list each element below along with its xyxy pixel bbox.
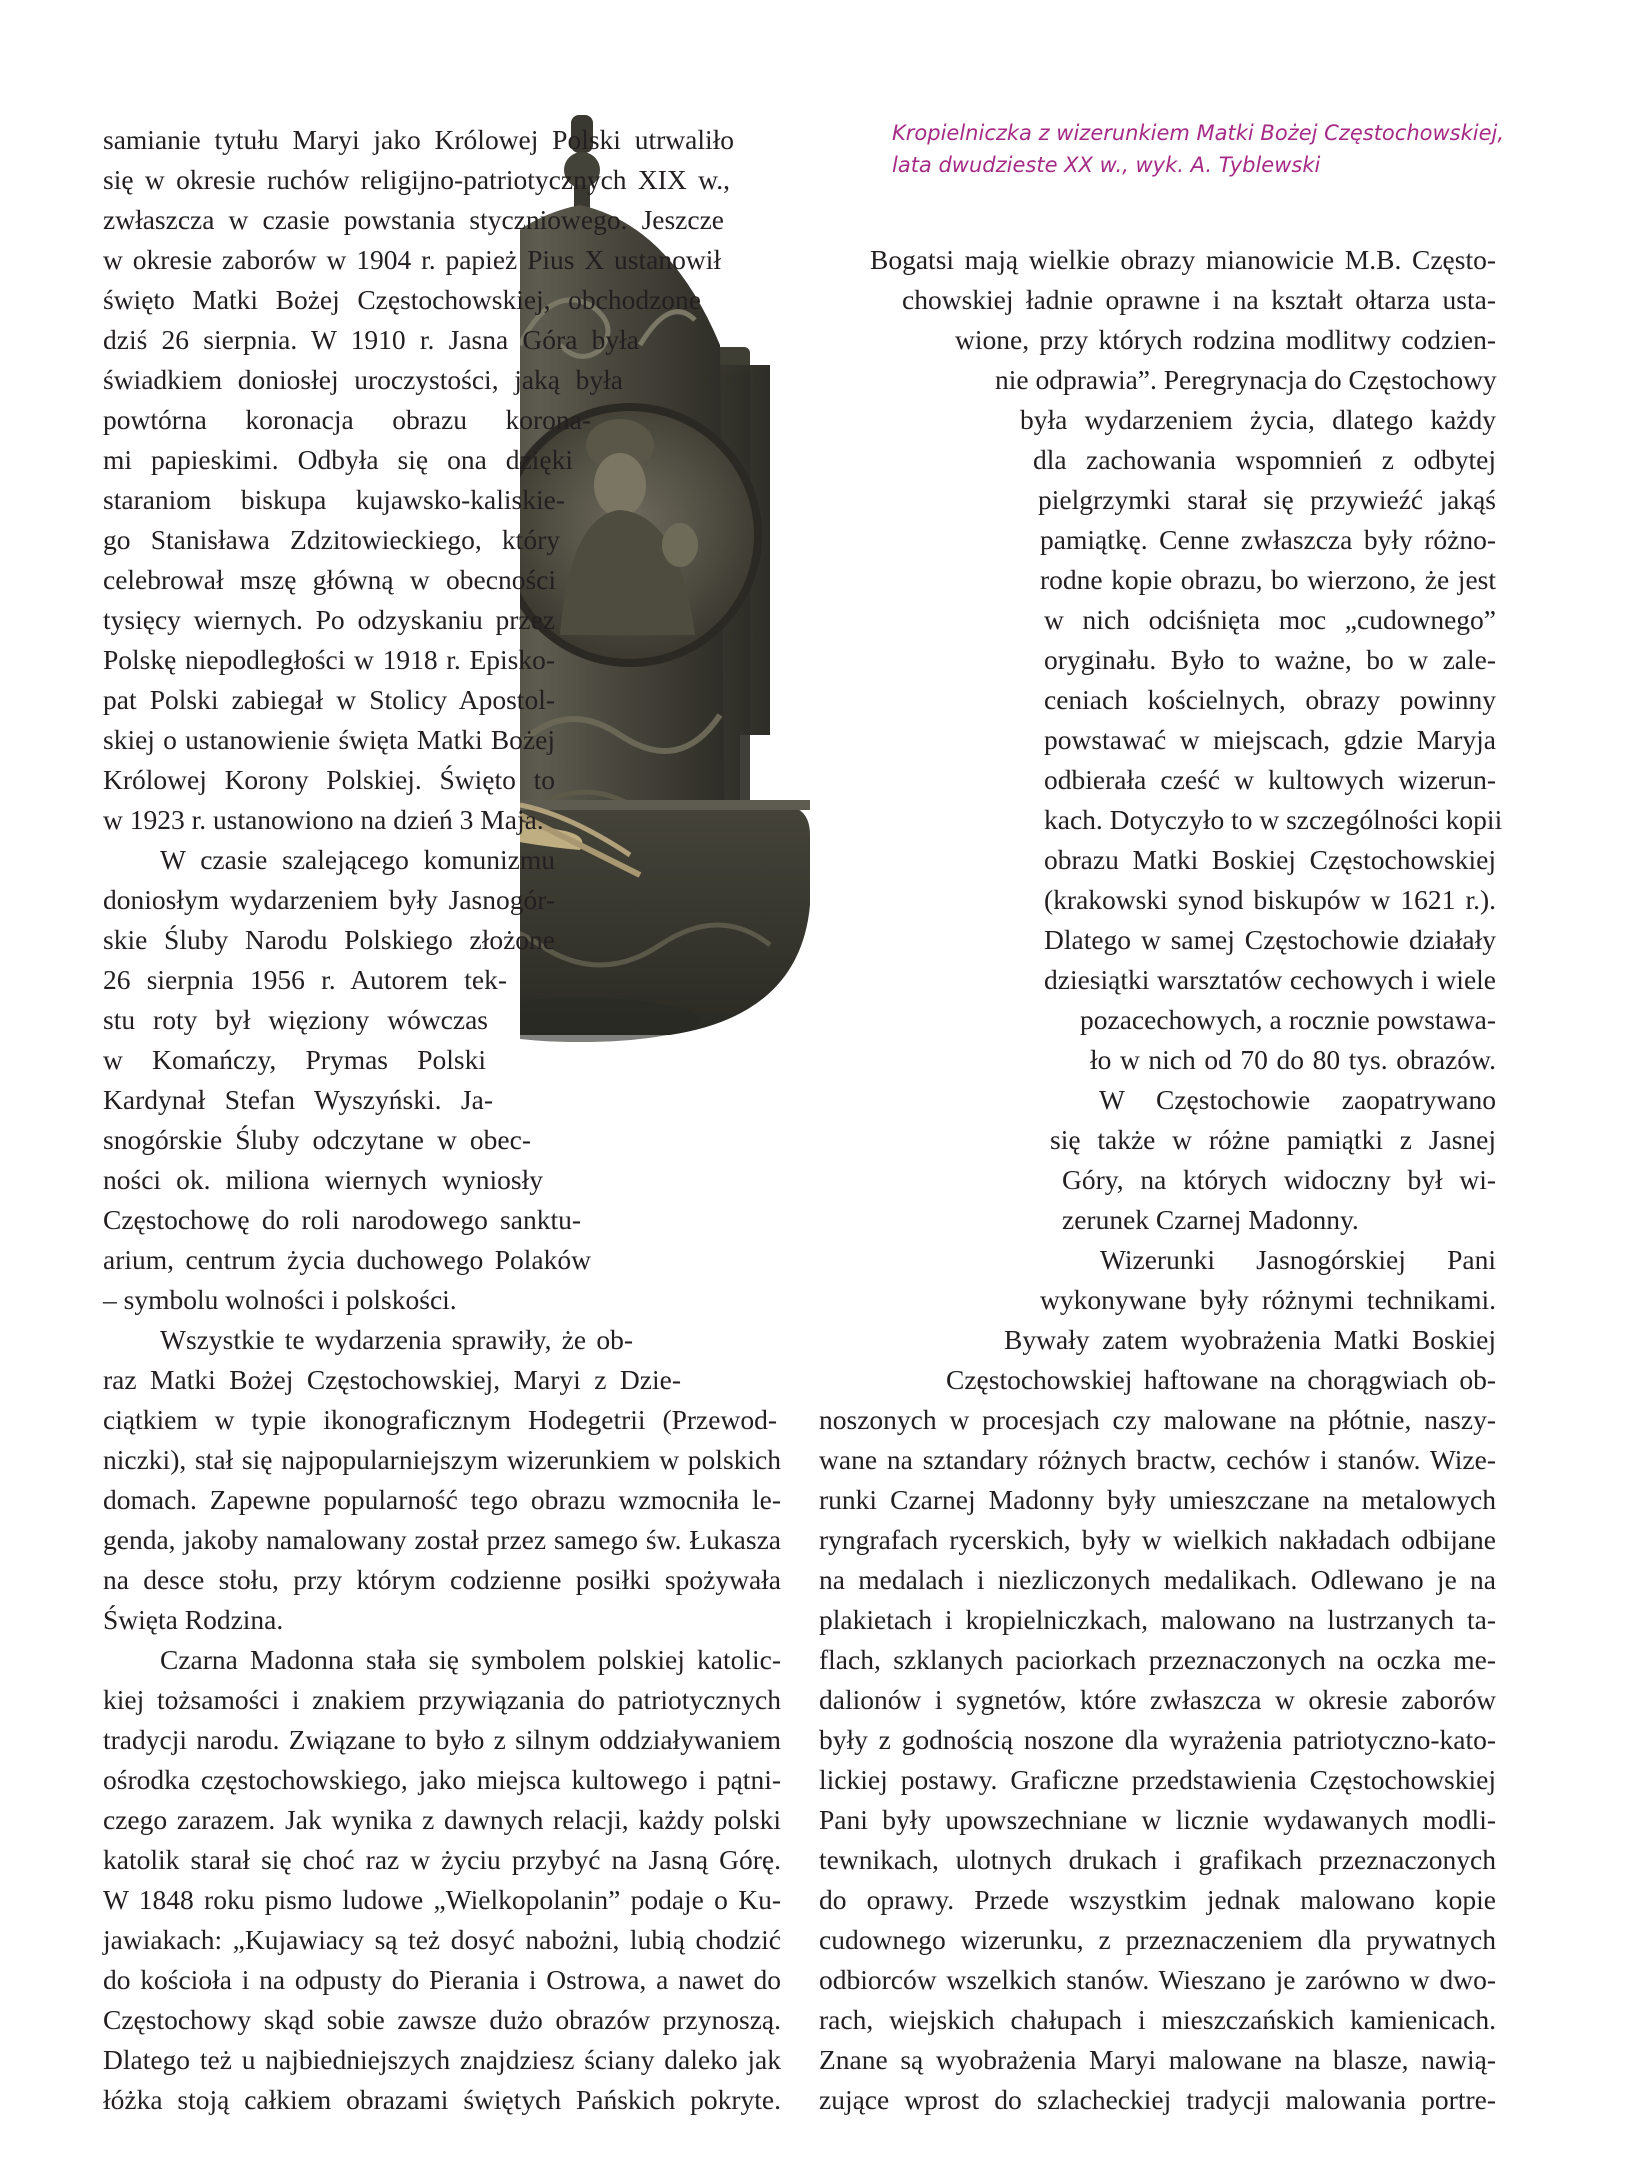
text-line: się w okresie ruchów religijno-patriotycznych XIX w., <box>103 164 730 195</box>
text-line: pielgrzymki starał się przywieźć jakąś <box>1038 484 1496 515</box>
text-line: flach, szklanych paciorkach przeznaczonych na oczka me- <box>819 1644 1496 1675</box>
text-line: ośrodka częstochowskiego, jako miejsca kultowego i pątni- <box>103 1764 781 1795</box>
text-line: Pani były upowszechniane w licznie wydawanych modli- <box>819 1804 1496 1835</box>
text-line: celebrował mszę główną w obecności <box>103 564 556 595</box>
text-line: zerunek Czarnej Madonny. <box>1062 1204 1359 1235</box>
text-line: Kardynał Stefan Wyszyński. Ja- <box>103 1084 493 1115</box>
text-line: plakietach i kropielniczkach, malowano na lustrzanych ta- <box>819 1604 1496 1635</box>
text-line: w nich odciśnięta moc „cudownego” <box>1044 604 1496 635</box>
text-line: ciątkiem w typie ikonograficznym Hodegetrii (Przewod- <box>103 1404 777 1435</box>
text-line: skiej o ustanowienie święta Matki Bożej <box>103 724 555 755</box>
text-line: niczki), stał się najpopularniejszym wizerunkiem w polskich <box>103 1444 781 1475</box>
text-line: pozacechowych, a rocznie powstawa- <box>1080 1004 1496 1035</box>
text-line: w okresie zaborów w 1904 r. papież Pius X ustanowił <box>103 244 721 275</box>
text-line: jawiakach: „Kujawiacy są też dosyć nabożni, lubią chodzić <box>103 1924 781 1955</box>
text-line: go Stanisława Zdzitowieckiego, który <box>103 524 560 555</box>
text-line: Częstochowskiej haftowane na chorągwiach ob- <box>946 1364 1496 1395</box>
text-line: Polskę niepodległości w 1918 r. Episko- <box>103 644 555 675</box>
text-line: były z godnością noszone dla wyrażenia patriotyczno-kato- <box>819 1724 1496 1755</box>
caption-line: lata dwudzieste XX w., wyk. A. Tyblewski <box>892 153 1321 177</box>
text-line: dalionów i sygnetów, które zwłaszcza w okresie zaborów <box>819 1684 1496 1715</box>
text-line: do oprawy. Przede wszystkim jednak malowano kopie <box>819 1884 1496 1915</box>
text-line: arium, centrum życia duchowego Polaków <box>103 1244 591 1275</box>
text-line: kach. Dotyczyło to w szczególności kopii <box>1044 804 1503 835</box>
text-line: w Komańczy, Prymas Polski <box>103 1044 486 1075</box>
text-line: dziesiątki warsztatów cechowych i wiele <box>1044 964 1496 995</box>
text-line: katolik starał się choć raz w życiu przybyć na Jasną Górę. <box>103 1844 781 1875</box>
text-line: Góry, na których widoczny był wi- <box>1062 1164 1496 1195</box>
text-line: powtórna koronacja obrazu korona- <box>103 404 591 435</box>
text-line: na medalach i niezliczonych medalikach. Odlewano je na <box>819 1564 1496 1595</box>
text-line: ności ok. miliona wiernych wyniosły <box>103 1164 543 1195</box>
caption-line: Kropielniczka z wizerunkiem Matki Bożej Częstochowskiej, <box>892 121 1505 145</box>
text-line: stu roty był więziony wówczas <box>103 1004 488 1035</box>
text-line: do kościoła i na odpusty do Pierania i Ostrowa, a nawet do <box>103 1964 781 1995</box>
text-line: Dlatego w samej Częstochowie działały <box>1044 924 1496 955</box>
text-line: kiej tożsamości i znakiem przywiązania do patriotycznych <box>103 1684 781 1715</box>
text-line: rodne kopie obrazu, bo wierzono, że jest <box>1040 564 1496 595</box>
text-line: Znane są wyobrażenia Maryi malowane na blasze, nawią- <box>819 2044 1496 2075</box>
text-line: raz Matki Bożej Częstochowskiej, Maryi z Dzie- <box>103 1364 681 1395</box>
text-line: doniosłym wydarzeniem były Jasnogór- <box>103 884 555 915</box>
text-line: świadkiem doniosłej uroczystości, jaką była <box>103 364 623 395</box>
text-line: lickiej postawy. Graficzne przedstawienia Częstochowskiej <box>819 1764 1496 1795</box>
text-line: tewnikach, ulotnych drukach i grafikach przeznaczonych <box>819 1844 1496 1875</box>
text-line: pamiątkę. Cenne zwłaszcza były różno- <box>1040 524 1496 555</box>
text-line: Królowej Korony Polskiej. Święto to <box>103 764 555 795</box>
text-line: domach. Zapewne popularność tego obrazu wzmocniła le- <box>103 1484 781 1515</box>
text-line: Czarna Madonna stała się symbolem polskiej katolic- <box>160 1644 781 1675</box>
text-line: W Częstochowie zaopatrywano <box>1099 1084 1496 1115</box>
text-line: wykonywane były różnymi technikami. <box>1040 1284 1496 1315</box>
text-line: dla zachowania wspomnień z odbytej <box>1033 444 1496 475</box>
text-line: nie odprawia”. Peregrynacja do Częstochowy <box>995 364 1497 395</box>
text-line: się także w różne pamiątki z Jasnej <box>1050 1124 1496 1155</box>
text-line: cudownego wizerunku, z przeznaczeniem dla prywatnych <box>819 1924 1496 1955</box>
text-line: święto Matki Bożej Częstochowskiej, obchodzone <box>103 284 701 315</box>
text-line: Wizerunki Jasnogórskiej Pani <box>1100 1244 1496 1275</box>
text-line: dziś 26 sierpnia. W 1910 r. Jasna Góra była <box>103 324 639 355</box>
text-line: W czasie szalejącego komunizmu <box>160 844 555 875</box>
text-line: ceniach kościelnych, obrazy powinny <box>1044 684 1496 715</box>
text-line: zujące wprost do szlacheckiej tradycji malowania portre- <box>819 2084 1496 2115</box>
text-line: snogórskie Śluby odczytane w obec- <box>103 1124 531 1155</box>
text-line: skie Śluby Narodu Polskiego złożone <box>103 924 555 955</box>
text-line: rach, wiejskich chałupach i mieszczańskich kamienicach. <box>819 2004 1496 2035</box>
text-line: łóżka stoją całkiem obrazami świętych Pańskich pokryte. <box>103 2084 781 2115</box>
text-line: Dlatego też u najbiedniejszych znajdziesz ściany daleko jak <box>103 2044 781 2075</box>
text-line: oryginału. Było to ważne, bo w zale- <box>1044 644 1496 675</box>
text-line: noszonych w procesjach czy malowane na płótnie, naszy- <box>819 1404 1496 1435</box>
text-line: pat Polski zabiegał w Stolicy Apostol- <box>103 684 555 715</box>
text-line: Bogatsi mają wielkie obrazy mianowicie M.B. Często- <box>870 244 1496 275</box>
text-line: chowskiej ładnie oprawne i na kształt ołtarza usta- <box>902 284 1496 315</box>
text-line: runki Czarnej Madonny były umieszczane na metalowych <box>819 1484 1496 1515</box>
text-line: wione, przy których rodzina modlitwy codzien- <box>955 324 1496 355</box>
text-line: Święta Rodzina. <box>103 1604 284 1635</box>
text-line: tradycji narodu. Związane to było z silnym oddziaływaniem <box>103 1724 781 1755</box>
text-line: ło w nich od 70 do 80 tys. obrazów. <box>1090 1044 1496 1075</box>
text-line: Częstochowy skąd sobie zawsze dużo obrazów przynoszą. <box>103 2004 781 2035</box>
text-line: czego zarazem. Jak wynika z dawnych relacji, każdy polski <box>103 1804 781 1835</box>
text-line: W 1848 roku pismo ludowe „Wielkopolanin” podaje o Ku- <box>103 1884 781 1915</box>
text-line: staraniom biskupa kujawsko-kaliskie- <box>103 484 565 515</box>
text-line: wane na sztandary różnych bractw, cechów i stanów. Wize- <box>819 1444 1496 1475</box>
text-line: ryngrafach rycerskich, były w wielkich nakładach odbijane <box>819 1524 1496 1555</box>
text-line: tysięcy wiernych. Po odzyskaniu przez <box>103 604 555 635</box>
text-line: 26 sierpnia 1956 r. Autorem tek- <box>103 964 507 995</box>
text-line: – symbolu wolności i polskości. <box>103 1284 457 1315</box>
text-line: Wszystkie te wydarzenia sprawiły, że ob- <box>160 1324 633 1355</box>
text-line: w 1923 r. ustanowiono na dzień 3 Maja. <box>103 804 544 835</box>
text-line: genda, jakoby namalowany został przez samego św. Łukasza <box>103 1524 781 1555</box>
text-line: Częstochowę do roli narodowego sanktu- <box>103 1204 581 1235</box>
text-line: mi papieskimi. Odbyła się ona dzięki <box>103 444 573 475</box>
text-line: samianie tytułu Maryi jako Królowej Polski utrwaliło <box>103 124 734 155</box>
figure-caption <box>892 117 1532 181</box>
text-line: Bywały zatem wyobrażenia Matki Boskiej <box>1004 1324 1496 1355</box>
text-line: odbiorców wszelkich stanów. Wieszano je zarówno w dwo- <box>819 1964 1496 1995</box>
text-line: powstawać w miejscach, gdzie Maryja <box>1044 724 1496 755</box>
text-line: była wydarzeniem życia, dlatego każdy <box>1020 404 1496 435</box>
text-line: odbierała cześć w kultowych wizerun- <box>1044 764 1496 795</box>
text-line: obrazu Matki Boskiej Częstochowskiej <box>1044 844 1496 875</box>
text-line: na desce stołu, przy którym codzienne posiłki spożywała <box>103 1564 781 1595</box>
text-line: zwłaszcza w czasie powstania styczniowego. Jeszcze <box>103 204 724 235</box>
text-line: (krakowski synod biskupów w 1621 r.). <box>1044 884 1496 915</box>
